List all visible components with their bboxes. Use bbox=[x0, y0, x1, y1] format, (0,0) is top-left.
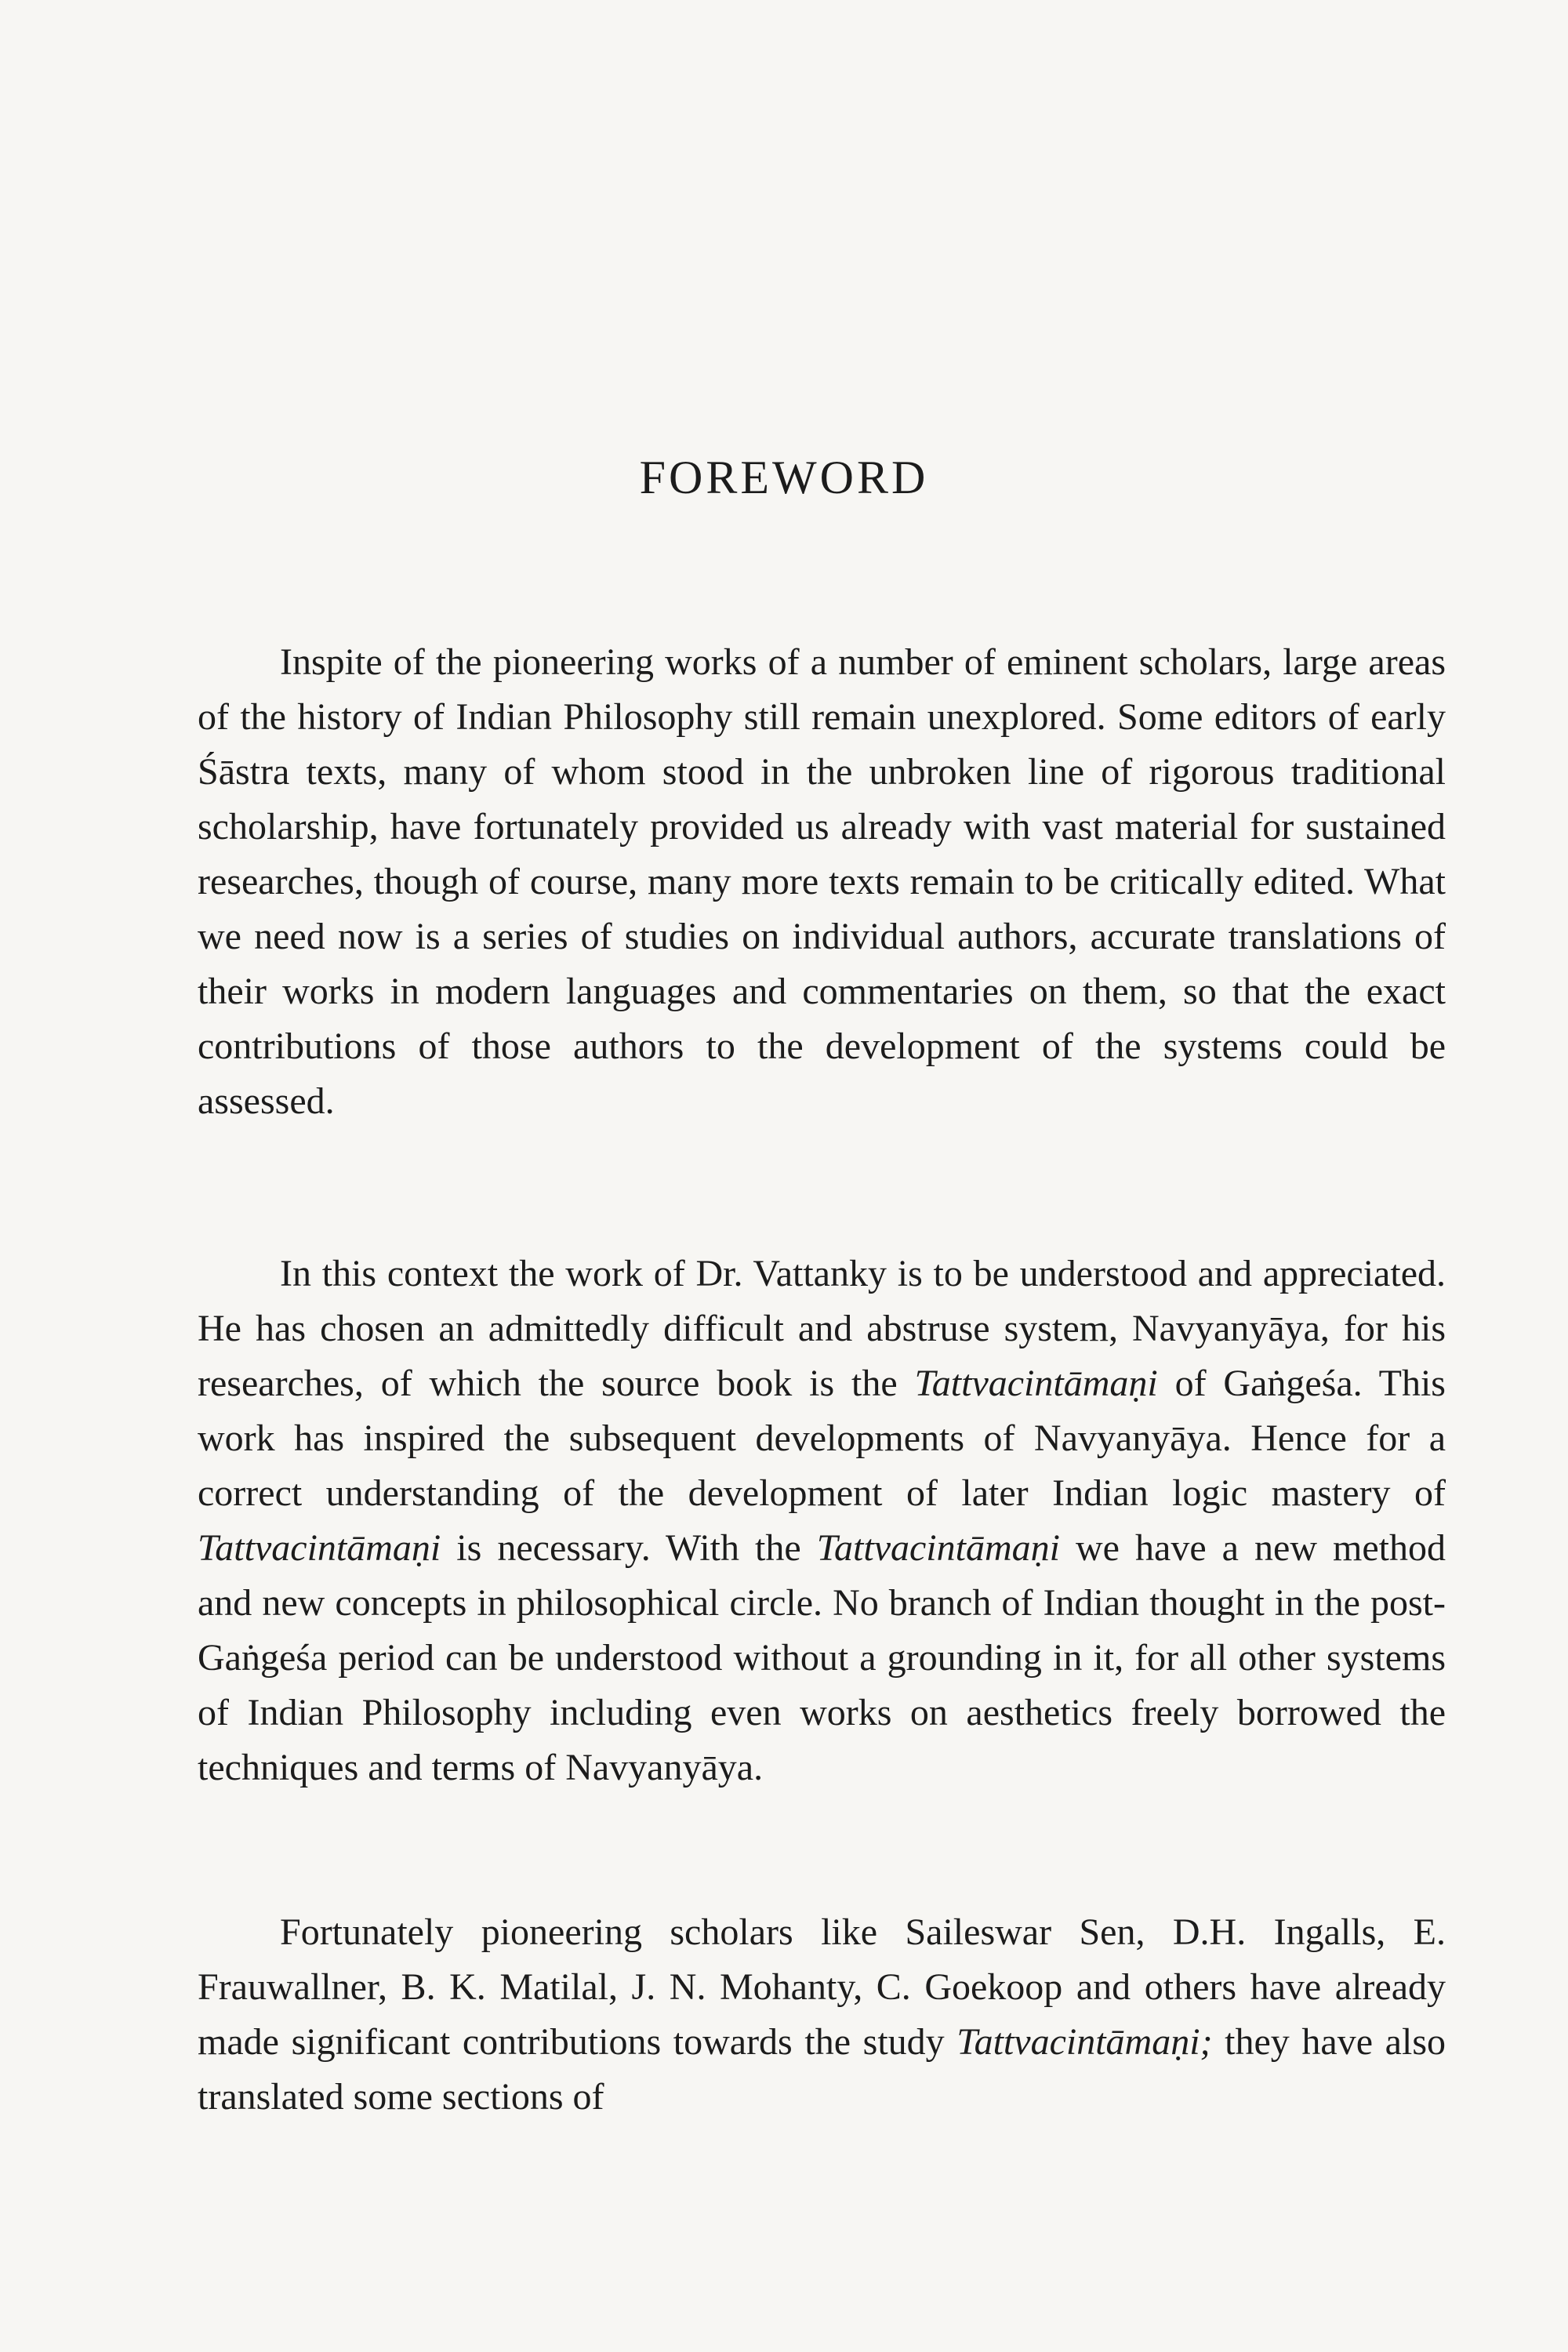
book-title-italic: Tattvacintāmaṇi; bbox=[956, 2021, 1213, 2063]
paragraph-2-text: of Gaṅgeśa. This work has inspired the subsequent developments of Navyanyāya. Hence for a correct understanding of the development of later Indian logic mastery of bbox=[198, 1363, 1446, 1514]
paragraph-1-text: Inspite of the pioneering works of a number of eminent scholars, large areas of the history of Indian Philosophy still remain unexplored. Some editors of early Śāstra texts, many of whom stood in the unbroken line of rigorous traditional scholarship, have fortunately provided us already with vast material for sustained researches, though of course, many more texts remain to be critically edited. What we need now is a series of studies on individual authors, accurate translations of their works in modern languages and commentaries on them, so that the exact contributions of those authors to the development of the systems could be assessed. bbox=[198, 641, 1446, 1122]
paragraph-3 bbox=[198, 1905, 1446, 2125]
book-title-italic: Tattvacintāmaṇi bbox=[914, 1363, 1158, 1404]
paragraph-2-text: In this context the work of Dr. Vattanky is to be understood and appreciated. He has chosen an admittedly difficult and abstruse system, Navyanyāya, for his researches, of which the source book is the bbox=[198, 1253, 1446, 1404]
paragraph-1 bbox=[198, 635, 1446, 1129]
foreword-body-1 bbox=[198, 635, 1446, 1129]
paragraph-2 bbox=[198, 1247, 1446, 1795]
paragraph-3-text: they have also translated some sections of bbox=[198, 2021, 1446, 2118]
book-title-italic: Tattvacintāmaṇi bbox=[198, 1527, 441, 1569]
foreword-body-3 bbox=[198, 1905, 1446, 2125]
paragraph-3-text: Fortunately pioneering scholars like Saileswar Sen, D.H. Ingalls, E. Frauwallner, B. K. Matilal, J. N. Mohanty, C. Goekoop and others have already made significant contributions towards the study bbox=[198, 1911, 1446, 2063]
book-title-italic: Tattvacintāmaṇi bbox=[816, 1527, 1060, 1569]
paragraph-2-text: is necessary. With the bbox=[441, 1527, 817, 1569]
paragraph-2-text: we have a new method and new concepts in philosophical circle. No branch of Indian thought in the post-Gaṅgeśa period can be understood without a grounding in it, for all other systems of Indian Philosophy including even works on aesthetics freely borrowed the techniques and terms of Navyanyāya. bbox=[198, 1527, 1446, 1788]
foreword-body-2 bbox=[198, 1247, 1446, 1795]
page-title: FOREWORD bbox=[639, 452, 929, 503]
